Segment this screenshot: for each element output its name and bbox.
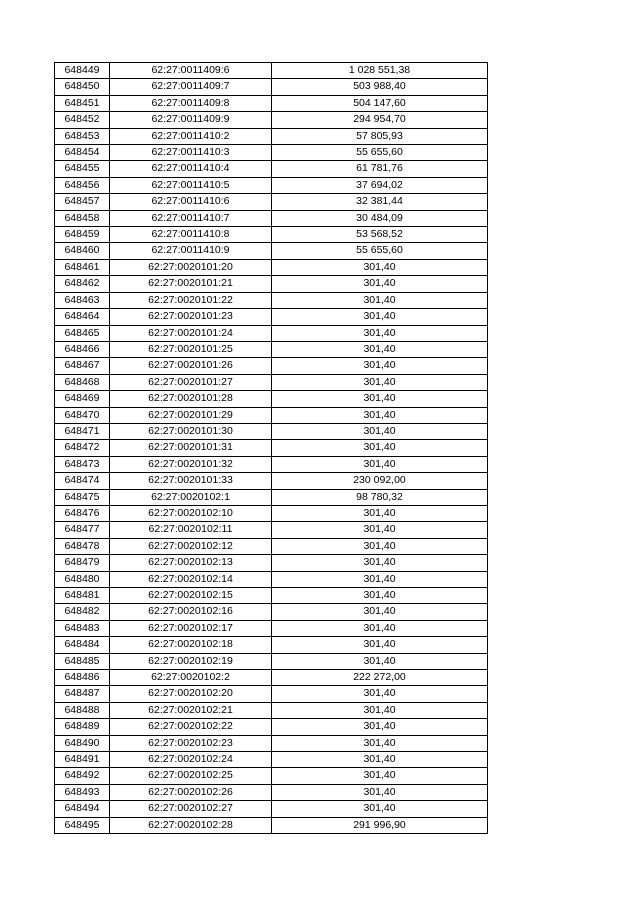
cadastral-number-cell: 62:27:0020102:1 [110,489,272,505]
value-cell: 301,40 [272,505,488,521]
row-number-cell: 648491 [55,752,110,768]
value-cell: 301,40 [272,538,488,554]
cadastral-number-cell: 62:27:0011409:9 [110,112,272,128]
cadastral-number-cell: 62:27:0020101:29 [110,407,272,423]
value-cell: 98 780,32 [272,489,488,505]
row-number-cell: 648473 [55,456,110,472]
table-row [55,752,488,768]
table-row [55,719,488,735]
cadastral-number-cell: 62:27:0020101:31 [110,440,272,456]
table-row [55,112,488,128]
table-row [55,259,488,275]
cadastral-number-cell: 62:27:0011409:8 [110,95,272,111]
row-number-cell: 648481 [55,588,110,604]
table-row [55,161,488,177]
cadastral-number-cell: 62:27:0011410:5 [110,177,272,193]
table-row [55,489,488,505]
row-number-cell: 648453 [55,128,110,144]
table-row [55,423,488,439]
row-number-cell: 648484 [55,637,110,653]
value-cell: 301,40 [272,588,488,604]
value-cell: 301,40 [272,276,488,292]
value-cell: 294 954,70 [272,112,488,128]
row-number-cell: 648464 [55,309,110,325]
table-row [55,63,488,79]
cadastral-number-cell: 62:27:0020102:2 [110,670,272,686]
cadastral-number-cell: 62:27:0020102:14 [110,571,272,587]
table-row [55,653,488,669]
table-row [55,801,488,817]
row-number-cell: 648463 [55,292,110,308]
cadastral-number-cell: 62:27:0020101:30 [110,423,272,439]
cadastral-number-cell: 62:27:0020102:27 [110,801,272,817]
value-cell: 301,40 [272,309,488,325]
table-row [55,292,488,308]
row-number-cell: 648474 [55,473,110,489]
cadastral-number-cell: 62:27:0011410:9 [110,243,272,259]
table-row [55,784,488,800]
cadastral-number-cell: 62:27:0020102:12 [110,538,272,554]
table-row [55,817,488,833]
cadastral-number-cell: 62:27:0020102:15 [110,588,272,604]
value-cell: 301,40 [272,325,488,341]
table-body [55,63,488,834]
row-number-cell: 648489 [55,719,110,735]
table-row [55,686,488,702]
row-number-cell: 648485 [55,653,110,669]
value-cell: 301,40 [272,801,488,817]
value-cell: 301,40 [272,423,488,439]
cadastral-number-cell: 62:27:0020101:23 [110,309,272,325]
table-row [55,604,488,620]
value-cell: 301,40 [272,456,488,472]
row-number-cell: 648451 [55,95,110,111]
value-cell: 504 147,60 [272,95,488,111]
cadastral-number-cell: 62:27:0020101:27 [110,374,272,390]
value-cell: 301,40 [272,637,488,653]
value-cell: 301,40 [272,752,488,768]
row-number-cell: 648469 [55,391,110,407]
table-row [55,79,488,95]
row-number-cell: 648495 [55,817,110,833]
table-row [55,243,488,259]
value-cell: 30 484,09 [272,210,488,226]
cadastral-value-table [54,62,488,834]
value-cell: 230 092,00 [272,473,488,489]
value-cell: 61 781,76 [272,161,488,177]
value-cell: 222 272,00 [272,670,488,686]
value-cell: 55 655,60 [272,243,488,259]
value-cell: 301,40 [272,259,488,275]
table-row [55,227,488,243]
value-cell: 301,40 [272,784,488,800]
cadastral-number-cell: 62:27:0011409:7 [110,79,272,95]
row-number-cell: 648457 [55,194,110,210]
row-number-cell: 648460 [55,243,110,259]
value-cell: 301,40 [272,653,488,669]
table-row [55,194,488,210]
cadastral-number-cell: 62:27:0011410:8 [110,227,272,243]
value-cell: 291 996,90 [272,817,488,833]
cadastral-number-cell: 62:27:0011410:6 [110,194,272,210]
row-number-cell: 648486 [55,670,110,686]
value-cell: 301,40 [272,407,488,423]
table-row [55,555,488,571]
cadastral-number-cell: 62:27:0011410:2 [110,128,272,144]
row-number-cell: 648492 [55,768,110,784]
row-number-cell: 648478 [55,538,110,554]
row-number-cell: 648471 [55,423,110,439]
value-cell: 301,40 [272,571,488,587]
value-cell: 301,40 [272,292,488,308]
row-number-cell: 648479 [55,555,110,571]
cadastral-number-cell: 62:27:0020102:24 [110,752,272,768]
table-row [55,637,488,653]
table-row [55,735,488,751]
value-cell: 37 694,02 [272,177,488,193]
cadastral-number-cell: 62:27:0020102:21 [110,702,272,718]
table-row [55,620,488,636]
row-number-cell: 648483 [55,620,110,636]
table-row [55,522,488,538]
value-cell: 301,40 [272,555,488,571]
table-row [55,341,488,357]
cadastral-number-cell: 62:27:0020101:24 [110,325,272,341]
table-row [55,309,488,325]
row-number-cell: 648470 [55,407,110,423]
row-number-cell: 648458 [55,210,110,226]
row-number-cell: 648449 [55,63,110,79]
value-cell: 53 568,52 [272,227,488,243]
cadastral-number-cell: 62:27:0020101:25 [110,341,272,357]
row-number-cell: 648462 [55,276,110,292]
row-number-cell: 648454 [55,145,110,161]
table-row [55,456,488,472]
row-number-cell: 648482 [55,604,110,620]
row-number-cell: 648468 [55,374,110,390]
row-number-cell: 648452 [55,112,110,128]
row-number-cell: 648456 [55,177,110,193]
value-cell: 301,40 [272,374,488,390]
row-number-cell: 648465 [55,325,110,341]
cadastral-number-cell: 62:27:0020101:32 [110,456,272,472]
value-cell: 301,40 [272,702,488,718]
table-row [55,128,488,144]
value-cell: 301,40 [272,358,488,374]
table-row [55,391,488,407]
row-number-cell: 648477 [55,522,110,538]
table-row [55,325,488,341]
value-cell: 55 655,60 [272,145,488,161]
row-number-cell: 648480 [55,571,110,587]
table-row [55,210,488,226]
cadastral-number-cell: 62:27:0011410:3 [110,145,272,161]
cadastral-number-cell: 62:27:0011410:7 [110,210,272,226]
value-cell: 301,40 [272,686,488,702]
value-cell: 503 988,40 [272,79,488,95]
table-row [55,95,488,111]
row-number-cell: 648459 [55,227,110,243]
table-row [55,670,488,686]
value-cell: 301,40 [272,735,488,751]
table-row [55,588,488,604]
value-cell: 57 805,93 [272,128,488,144]
cadastral-number-cell: 62:27:0020102:10 [110,505,272,521]
value-cell: 301,40 [272,391,488,407]
value-cell: 301,40 [272,522,488,538]
value-cell: 301,40 [272,620,488,636]
row-number-cell: 648493 [55,784,110,800]
table-row [55,768,488,784]
table-row [55,374,488,390]
value-cell: 301,40 [272,604,488,620]
cadastral-number-cell: 62:27:0020102:23 [110,735,272,751]
cadastral-number-cell: 62:27:0020101:26 [110,358,272,374]
cadastral-number-cell: 62:27:0011410:4 [110,161,272,177]
table-row [55,407,488,423]
cadastral-number-cell: 62:27:0020101:21 [110,276,272,292]
cadastral-number-cell: 62:27:0020102:22 [110,719,272,735]
table-row [55,440,488,456]
table-row [55,276,488,292]
cadastral-number-cell: 62:27:0020102:11 [110,522,272,538]
cadastral-number-cell: 62:27:0020102:19 [110,653,272,669]
value-cell: 301,40 [272,440,488,456]
row-number-cell: 648455 [55,161,110,177]
row-number-cell: 648466 [55,341,110,357]
row-number-cell: 648472 [55,440,110,456]
cadastral-number-cell: 62:27:0020102:20 [110,686,272,702]
row-number-cell: 648476 [55,505,110,521]
cadastral-number-cell: 62:27:0011409:6 [110,63,272,79]
table-row [55,358,488,374]
cadastral-number-cell: 62:27:0020102:13 [110,555,272,571]
table-row [55,538,488,554]
row-number-cell: 648487 [55,686,110,702]
value-cell: 301,40 [272,719,488,735]
row-number-cell: 648450 [55,79,110,95]
table-row [55,177,488,193]
cadastral-number-cell: 62:27:0020102:28 [110,817,272,833]
cadastral-number-cell: 62:27:0020102:25 [110,768,272,784]
table-row [55,145,488,161]
table-row [55,702,488,718]
value-cell: 1 028 551,38 [272,63,488,79]
row-number-cell: 648494 [55,801,110,817]
value-cell: 301,40 [272,768,488,784]
table-row [55,473,488,489]
cadastral-number-cell: 62:27:0020101:22 [110,292,272,308]
cadastral-number-cell: 62:27:0020101:20 [110,259,272,275]
row-number-cell: 648475 [55,489,110,505]
cadastral-number-cell: 62:27:0020102:26 [110,784,272,800]
table-row [55,571,488,587]
table-row [55,505,488,521]
value-cell: 301,40 [272,341,488,357]
row-number-cell: 648488 [55,702,110,718]
cadastral-number-cell: 62:27:0020102:16 [110,604,272,620]
row-number-cell: 648461 [55,259,110,275]
cadastral-number-cell: 62:27:0020101:28 [110,391,272,407]
cadastral-number-cell: 62:27:0020101:33 [110,473,272,489]
cadastral-number-cell: 62:27:0020102:18 [110,637,272,653]
value-cell: 32 381,44 [272,194,488,210]
row-number-cell: 648467 [55,358,110,374]
row-number-cell: 648490 [55,735,110,751]
cadastral-number-cell: 62:27:0020102:17 [110,620,272,636]
